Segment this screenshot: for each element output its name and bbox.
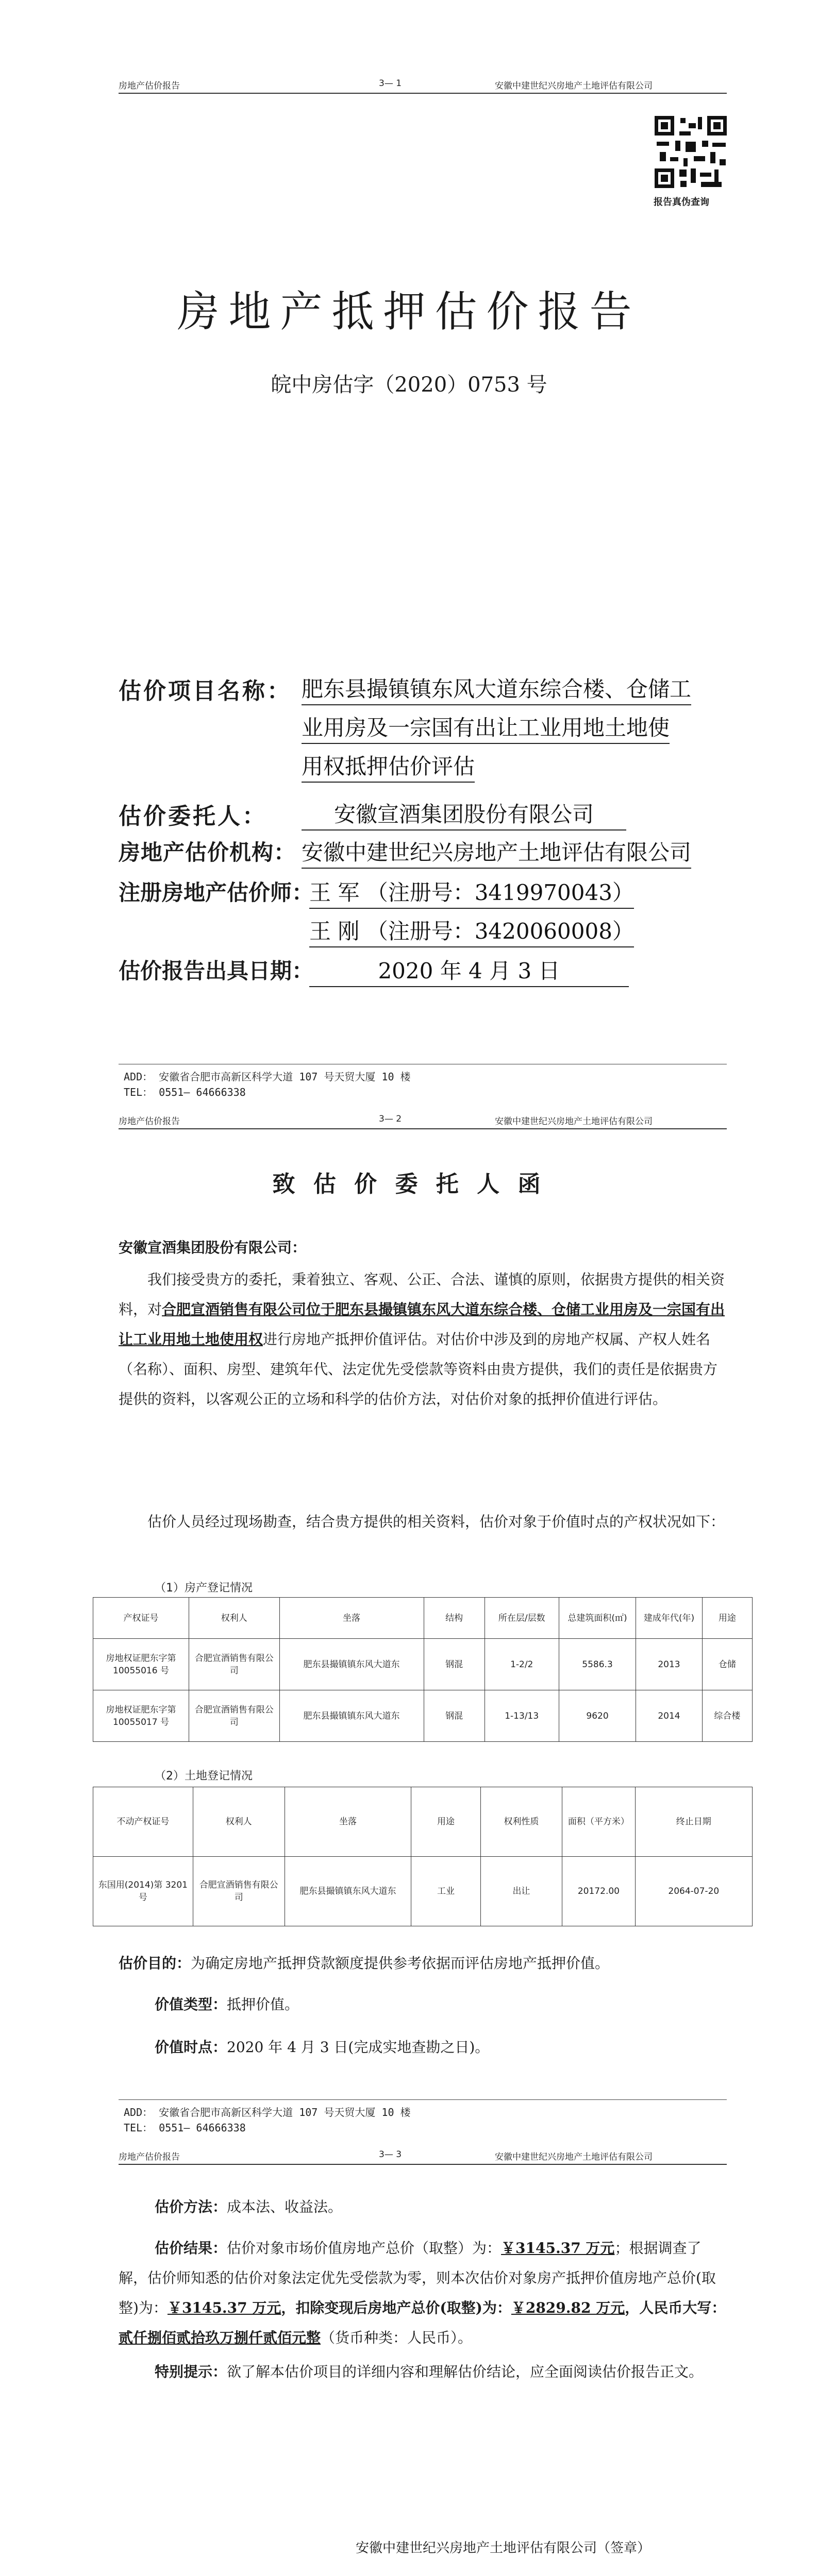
- table-cell: 20172.00: [562, 1857, 635, 1926]
- value-type-label: 价值类型：: [155, 1996, 227, 2013]
- table-header: 权利人: [189, 1598, 279, 1639]
- intro-text: 我们接受贵方的委托，秉着独立、客观、公正、合法、谨慎的原则，依据贵方提供的相关资料，对: [119, 1271, 725, 1318]
- result-text: ，人民币大写：: [625, 2299, 726, 2316]
- table-header: 用途: [411, 1787, 480, 1857]
- header-left: 房地产估价报告: [119, 2152, 180, 2162]
- table-cell: 1-2/2: [485, 1639, 559, 1690]
- table-header: 用途: [702, 1598, 752, 1639]
- header-page-no: 3— 3: [379, 2149, 402, 2160]
- table-header: 面积（平方米）: [562, 1787, 635, 1857]
- table-cell: 合肥宣酒销售有限公司: [189, 1690, 279, 1742]
- table-cell: 9620: [559, 1690, 636, 1742]
- result-text: 估价对象市场价值房地产总价（取整）为：: [227, 2240, 502, 2257]
- table-cell: 2013: [636, 1639, 703, 1690]
- agency-value: 安徽中建世纪兴房地产土地评估有限公司: [302, 836, 691, 869]
- addressee: 安徽宣酒集团股份有限公司：: [119, 1239, 307, 1256]
- table1-title: （1）房产登记情况: [155, 1582, 253, 1595]
- issue-date-value: 2020 年 4 月 3 日: [309, 954, 629, 987]
- table-header-row: [93, 1598, 753, 1639]
- table-cell: 钢混: [424, 1690, 485, 1742]
- header-right: 安徽中建世纪兴房地产土地评估有限公司: [495, 81, 653, 91]
- table-cell: 合肥宣酒销售有限公司: [193, 1857, 285, 1926]
- table-header-row: [93, 1787, 753, 1857]
- table-cell: 1-13/13: [485, 1690, 559, 1742]
- header-left: 房地产估价报告: [119, 1116, 180, 1127]
- purpose-label: 估价目的：: [119, 1955, 191, 1972]
- value-type-text: 抵押价值。: [227, 1996, 299, 2013]
- header-right: 安徽中建世纪兴房地产土地评估有限公司: [495, 2152, 653, 2162]
- table-header: 终止日期: [635, 1787, 752, 1857]
- table-cell: 合肥宣酒销售有限公司: [189, 1639, 279, 1690]
- table-cell: 房地权证肥东字第 10055016 号: [93, 1639, 189, 1690]
- table-cell: 房地权证肥东字第 10055017 号: [93, 1690, 189, 1742]
- table-cell: 综合楼: [702, 1690, 752, 1742]
- client-label: 估价委托人：: [119, 803, 267, 829]
- notice-paragraph: [119, 2357, 727, 2387]
- table-cell: 肥东县撮镇镇东风大道东: [279, 1639, 424, 1690]
- notice-text: 欲了解本估价项目的详细内容和理解估价结论，应全面阅读估价报告正文。: [227, 2363, 704, 2380]
- table-cell: 仓储: [702, 1639, 752, 1690]
- house-registration-table: [93, 1597, 753, 1742]
- result-text: ，扣除变现后房地产总价(取整)为：: [281, 2299, 511, 2316]
- table-header: 总建筑面积(㎡): [559, 1598, 636, 1639]
- issue-date-label: 估价报告出具日期：: [119, 958, 314, 984]
- table-header: 建成年代(年): [636, 1598, 703, 1639]
- table-cell: 工业: [411, 1857, 480, 1926]
- table-header: 产权证号: [93, 1598, 189, 1639]
- purpose-text: 为确定房地产抵押贷款额度提供参考依据而评估房地产抵押价值。: [191, 1955, 610, 1972]
- document-number: 皖中房估字（2020）0753 号: [271, 373, 547, 397]
- footer-address: ADD： 安徽省合肥市高新区科学大道 107 号天贸大厦 10 楼: [124, 1071, 411, 1083]
- result-paragraph: [119, 2233, 727, 2353]
- method-label: 估价方法：: [155, 2198, 227, 2215]
- header-rule: [119, 93, 727, 94]
- table-cell: 5586.3: [559, 1639, 636, 1690]
- footer-rule: [119, 2099, 727, 2100]
- letter-title: 致 估 价 委 托 人 函: [272, 1171, 546, 1197]
- footer-address: ADD： 安徽省合肥市高新区科学大道 107 号天贸大厦 10 楼: [124, 2106, 411, 2119]
- value-in-words: 贰仟捌佰贰拾玖万捌仟贰佰元整: [119, 2329, 321, 2346]
- header-rule: [119, 1128, 727, 1129]
- value-date-label: 价值时点：: [155, 2039, 227, 2056]
- result-text: （货币种类：人民币）。: [321, 2329, 473, 2346]
- appraiser-1: 王 军 （注册号：3419970043）: [309, 876, 634, 909]
- table-header: 坐落: [285, 1787, 411, 1857]
- value-date-line: [155, 2032, 727, 2062]
- notice-label: 特别提示：: [155, 2363, 227, 2380]
- table-row: [93, 1857, 753, 1926]
- project-name-line-2: 业用房及一宗国有出让工业用地土地使: [302, 711, 670, 744]
- table-cell: 2014: [636, 1690, 703, 1742]
- table-header: 权利人: [193, 1787, 285, 1857]
- agency-label: 房地产估价机构：: [119, 840, 296, 865]
- table-cell: 肥东县撮镇镇东风大道东: [279, 1690, 424, 1742]
- value-type-line: [155, 1990, 727, 2020]
- land-registration-table: [93, 1787, 753, 1926]
- signature-company: 安徽中建世纪兴房地产土地评估有限公司（签章）: [356, 2540, 651, 2556]
- table-header: 不动产权证号: [93, 1787, 193, 1857]
- table-row: [93, 1690, 753, 1742]
- header-page-no: 3— 2: [379, 1114, 402, 1124]
- footer-tel: TEL： 0551— 64666338: [124, 2122, 246, 2134]
- mortgage-value: ￥3145.37 万元: [167, 2299, 281, 2316]
- qr-caption: 报告真伪查询: [654, 197, 709, 208]
- table-cell: 肥东县撮镇镇东风大道东: [285, 1857, 411, 1926]
- header-rule: [119, 2164, 727, 2165]
- result-label: 估价结果：: [155, 2240, 227, 2257]
- project-name-line-1: 肥东县撮镇镇东风大道东综合楼、仓储工: [302, 672, 691, 705]
- table-header: 结构: [424, 1598, 485, 1639]
- footer-tel: TEL： 0551— 64666338: [124, 1086, 246, 1098]
- client-value: 安徽宣酒集团股份有限公司: [302, 798, 626, 831]
- value-date-text: 2020 年 4 月 3 日(完成实地查勘之日)。: [227, 2039, 490, 2056]
- net-value: ￥2829.82 万元: [511, 2299, 625, 2316]
- header-page-no: 3— 1: [379, 78, 402, 89]
- table-cell: 钢混: [424, 1639, 485, 1690]
- table-row: [93, 1639, 753, 1690]
- header-right: 安徽中建世纪兴房地产土地评估有限公司: [495, 1116, 653, 1127]
- intro-text-end: 进行房地产抵押价值评估。对估价中涉及到的房地产权属、产权人姓名（名称）、面积、房型、建筑年代、法定优先受偿款等资料由贵方提供，我们的责任是依据贵方提供的资料，以客观公正的立场和科学的估价方法，对估价对象的抵押价值进行评估。: [119, 1331, 718, 1408]
- report-title: 房地产抵押估价报告: [177, 287, 641, 336]
- purpose-line: [119, 1948, 727, 1978]
- qr-code-icon: [655, 116, 727, 188]
- table2-title: （2）土地登记情况: [155, 1770, 253, 1783]
- table-cell: 2064-07-20: [635, 1857, 752, 1926]
- table-cell: 出让: [480, 1857, 562, 1926]
- project-name-line-3: 用权抵押估价评估: [302, 750, 475, 783]
- intro-paragraph: [119, 1265, 727, 1414]
- method-text: 成本法、收益法。: [227, 2198, 343, 2215]
- appraiser-2: 王 刚 （注册号：3420060008）: [309, 914, 634, 947]
- table-header: 所在层/层数: [485, 1598, 559, 1639]
- table-header: 权利性质: [480, 1787, 562, 1857]
- method-line: [155, 2192, 727, 2222]
- table-cell: 东国用(2014)第 3201 号: [93, 1857, 193, 1926]
- project-name-label: 估价项目名称：: [119, 678, 292, 704]
- market-value: ￥3145.37 万元: [501, 2240, 615, 2257]
- intro-object: 合肥宣酒销售有限公司位于肥东县撮镇镇东风大道东综合楼、仓储工业用房及一宗国有出让工业用地土地使用权: [119, 1301, 725, 1348]
- table-header: 坐落: [279, 1598, 424, 1639]
- appraiser-label: 注册房地产估价师：: [119, 880, 314, 905]
- result-text: ；根据调查了解，估价师知悉的估价对象法定优先受偿款为零，则本次估价对象房产抵押价值房地产总价(取整)为：: [119, 2240, 716, 2316]
- status-paragraph: 估价人员经过现场勘查，结合贵方提供的相关资料，估价对象于价值时点的产权状况如下：: [147, 1513, 725, 1530]
- header-left: 房地产估价报告: [119, 81, 180, 91]
